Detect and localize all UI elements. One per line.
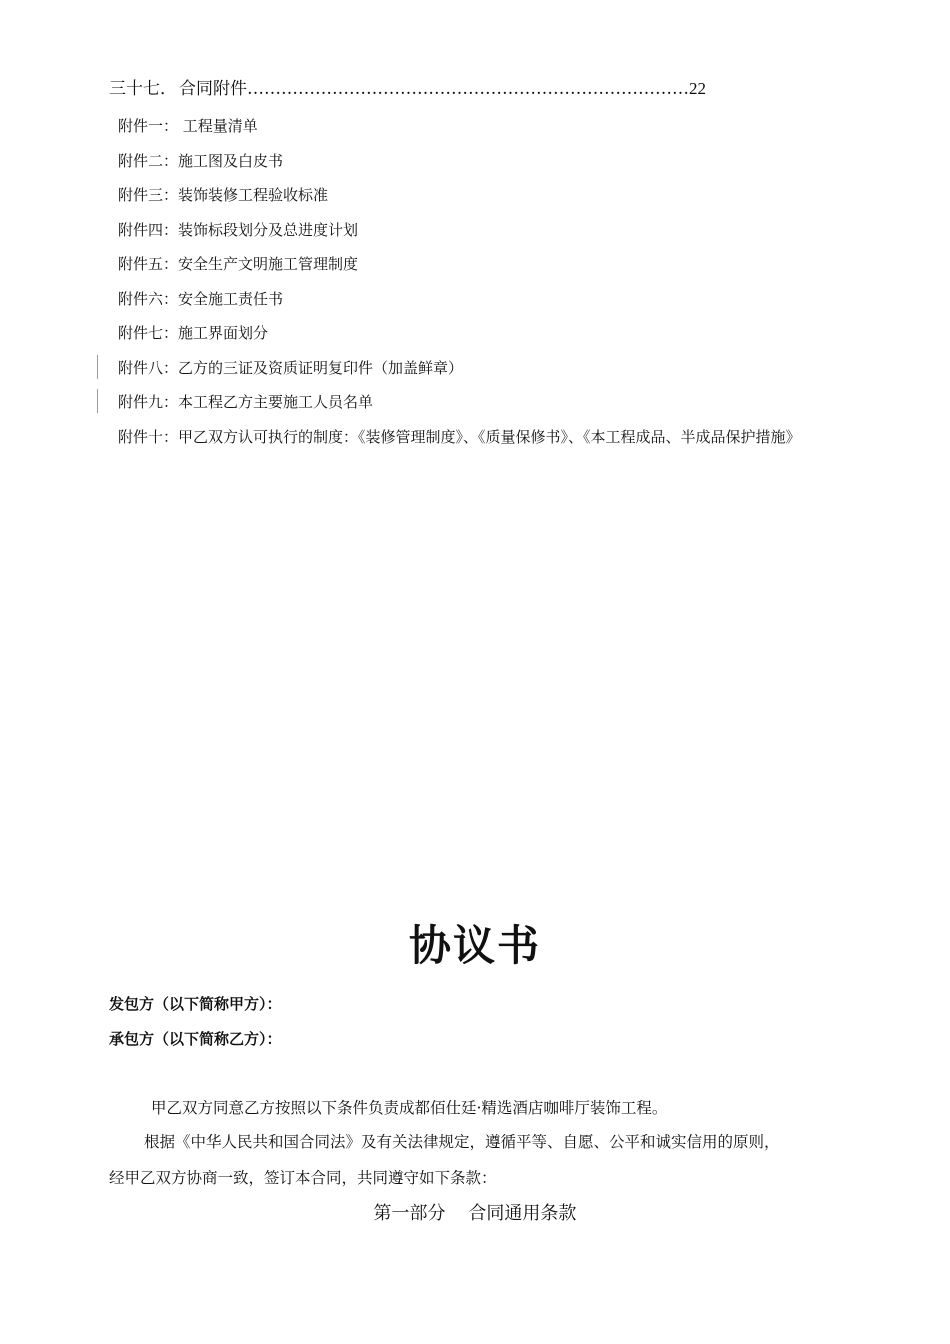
revision-change-bar — [97, 389, 98, 413]
toc-entry-number: 三十七． — [109, 79, 177, 99]
annex-item: 附件一： 工程量清单 — [118, 117, 258, 135]
annex-list — [118, 114, 853, 455]
toc-entry[interactable] — [109, 77, 749, 101]
annex-item: 附件五：安全生产文明施工管理制度 — [118, 255, 359, 273]
party-b-label: 承包方（以下简称乙方）： — [109, 1030, 282, 1048]
annex-item: 附件九：本工程乙方主要施工人员名单 — [118, 393, 374, 411]
party-a-label: 发包方（以下简称甲方）： — [109, 995, 282, 1013]
annex-item: 附件二：施工图及白皮书 — [118, 151, 284, 170]
annex-item: 附件十：甲乙双方认可执行的制度：《装修管理制度》、《质量保修书》、《本工程成品、半成品保护措施》 — [118, 427, 801, 446]
section-heading: 第一部分 合同通用条款 — [373, 1203, 577, 1224]
annex-item: 附件四：装饰标段划分及总进度计划 — [118, 220, 359, 239]
annex-item: 附件三：装饰装修工程验收标准 — [118, 186, 329, 204]
toc-entry-title: 合同附件 — [179, 79, 247, 99]
revision-change-bar — [97, 355, 98, 379]
annex-item: 附件八：乙方的三证及资质证明复印件（加盖鲜章） — [118, 358, 464, 377]
toc-entry-page-number: 22 — [689, 79, 706, 98]
annex-item: 附件六：安全施工责任书 — [118, 289, 284, 308]
agreement-paragraph: 经甲乙双方协商一致，签订本合同，共同遵守如下条款： — [109, 1169, 497, 1187]
agreement-paragraph: 根据《中华人民共和国合同法》及有关法律规定，遵循平等、自愿、公平和诚实信用的原则， — [144, 1133, 780, 1151]
agreement-paragraph: 甲乙双方同意乙方按照以下条件负责成都佰仕廷·精选酒店咖啡厅装饰工程。 — [151, 1099, 668, 1117]
annex-item: 附件七：施工界面划分 — [118, 324, 269, 342]
agreement-title: 协议书 — [408, 921, 541, 970]
toc-entry-leader-dots: …………………………………………………………………… — [247, 79, 689, 99]
